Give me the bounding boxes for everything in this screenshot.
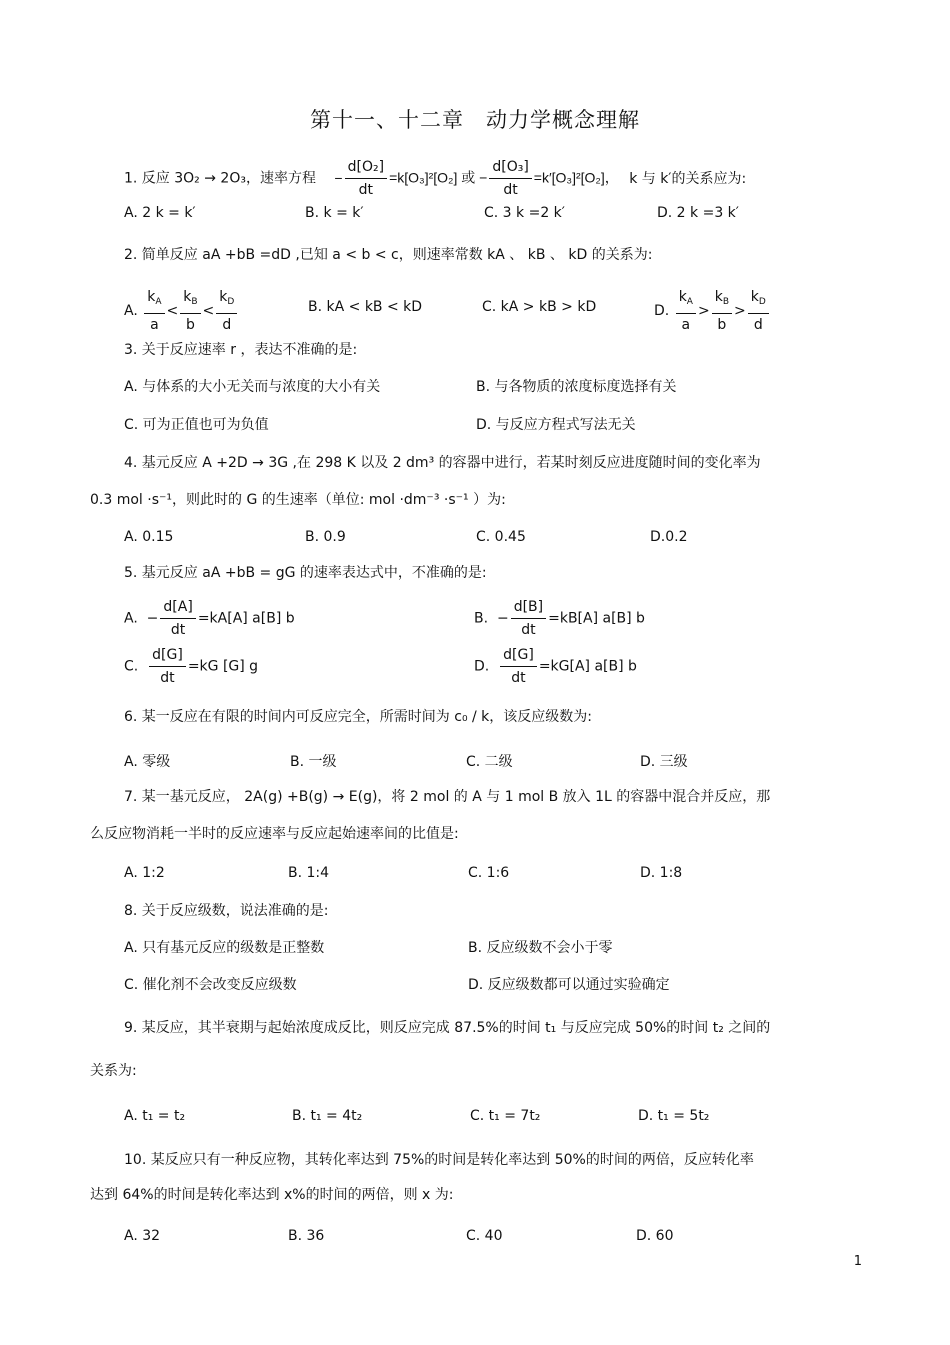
question-9-line-1: 9. 某反应，其半衰期与起始浓度成反比，则反应完成 87.5%的时间 t₁ 与反应完成 50%的时间 t₂ 之间的 [124,1020,771,1036]
q6-option-a: A. 零级 [124,754,171,770]
q5-option-c: C. $\frac{d[G]}{dt}$ =kG [G] g [124,647,259,686]
q3-option-c: C. 可为正值也可为负值 [124,417,269,433]
q10-option-d: D. 60 [636,1228,674,1244]
q1-fraction-1: $\frac{\text{d[O₂]}}{dt}$ [345,158,387,199]
q2-option-b: B. kA < kB < kD [308,299,423,315]
q4-option-c: C. 0.45 [476,529,526,545]
question-5-stem: 5. 基元反应 aA +bB = gG 的速率表达式中，不准确的是: [124,565,487,581]
q2-option-a: A. $\frac{k_A}{a}$ < $\frac{k_B}{b}$ < $\frac{k_D}{d}$ [124,288,239,334]
question-8-stem: 8. 关于反应级数，说法准确的是: [124,903,329,919]
q1-option-a: A. 2 k = k′ [124,205,196,221]
q1-equation-1: =k[O₃]²[O₂] 或 − [389,169,488,186]
q9-option-d: D. t₁ = 5t₂ [638,1108,710,1124]
q4-option-d: D.0.2 [650,529,688,545]
question-7-line-1: 7. 某一基元反应， 2A(g) +B(g) → E(g)，将 2 mol 的 A 与 1 mol B 放入 1L 的容器中混合并反应，那 [124,789,771,805]
q5-option-a: A. − $\frac{d[A]}{dt}$ =kA[A] a[B] b [124,599,295,638]
q9-option-a: A. t₁ = t₂ [124,1108,186,1124]
q4-option-b: B. 0.9 [305,529,346,545]
q7-option-b: B. 1:4 [288,865,330,881]
q6-option-d: D. 三级 [640,754,688,770]
q2-option-c: C. kA > kB > kD [482,299,597,315]
q1-tail: k 与 k′的关系应为: [629,170,747,187]
page-number: 1 [853,1254,862,1269]
q10-option-b: B. 36 [288,1228,325,1244]
q9-option-c: C. t₁ = 7t₂ [470,1108,541,1124]
question-7-line-2: 么反应物消耗一半时的反应速率与反应起始速率间的比值是: [90,826,459,842]
page-title: 第十一、十二章 动力学概念理解 [310,108,640,132]
q5-option-b: B. − $\frac{d[B]}{dt}$ =kB[A] a[B] b [474,599,645,638]
question-2-stem: 2. 简单反应 aA +bB =dD ,已知 a < b < c，则速率常数 kA 、 kB 、 kD 的关系为: [124,247,653,263]
q1-option-d: D. 2 k =3 k′ [657,205,739,221]
q1-equation-2: =k′[O₃]²[O₂]， [533,169,619,186]
q8-option-b: B. 反应级数不会小于零 [468,940,613,956]
q6-option-c: C. 二级 [466,754,513,770]
question-1-stem: 1. 反应 3O₂ → 2O₃，速率方程 − $\frac{\text{d[O₂]}}{dt}$ =k[O₃]²[O₂] 或 − $\frac{\text{d[O₃]}}{dt}$ =k′[O₃]²[O₂]， k 与 k′的关系应为: [124,159,747,198]
q7-option-d: D. 1:8 [640,865,683,881]
q1-fraction-2: $\frac{\text{d[O₃]}}{dt}$ [489,158,531,199]
q4-option-a: A. 0.15 [124,529,174,545]
q1-option-c: C. 3 k =2 k′ [484,205,565,221]
q10-option-c: C. 40 [466,1228,503,1244]
q3-option-a: A. 与体系的大小无关而与浓度的大小有关 [124,379,381,395]
q5-option-d: D. $\frac{d[G]}{dt}$ =kG[A] a[B] b [474,647,637,686]
q1-intro: 1. 反应 3O₂ → 2O₃，速率方程 [124,170,316,187]
q6-option-b: B. 一级 [290,754,337,770]
q10-option-a: A. 32 [124,1228,161,1244]
q8-option-d: D. 反应级数都可以通过实验确定 [468,977,670,993]
q3-option-d: D. 与反应方程式写法无关 [476,417,636,433]
question-6-stem: 6. 某一反应在有限的时间内可反应完全，所需时间为 c₀ / k，该反应级数为: [124,709,593,725]
q7-option-a: A. 1:2 [124,865,165,881]
q7-option-c: C. 1:6 [468,865,510,881]
question-3-stem: 3. 关于反应速率 r ，表达不准确的是: [124,342,358,358]
question-10-line-2: 达到 64%的时间是转化率达到 x%的时间的两倍，则 x 为: [90,1187,454,1203]
q2-option-d: D. $\frac{k_A}{a}$ > $\frac{k_B}{b}$ > $\frac{k_D}{d}$ [654,288,771,334]
q1-option-b: B. k = k′ [305,205,364,221]
question-4-line-1: 4. 基元反应 A +2D → 3G ,在 298 K 以及 2 dm³ 的容器中进行，若某时刻反应进度随时间的变化率为 [124,455,761,471]
q8-option-c: C. 催化剂不会改变反应级数 [124,977,297,993]
q8-option-a: A. 只有基元反应的级数是正整数 [124,940,325,956]
q9-option-b: B. t₁ = 4t₂ [292,1108,363,1124]
question-10-line-1: 10. 某反应只有一种反应物，其转化率达到 75%的时间是转化率达到 50%的时间的两倍，反应转化率 [124,1152,754,1168]
q3-option-b: B. 与各物质的浓度标度选择有关 [476,379,677,395]
question-4-line-2: 0.3 mol ·s⁻¹，则此时的 G 的生速率（单位: mol ·dm⁻³ ·s⁻¹ ）为: [90,492,506,508]
question-9-line-2: 关系为: [90,1063,137,1079]
